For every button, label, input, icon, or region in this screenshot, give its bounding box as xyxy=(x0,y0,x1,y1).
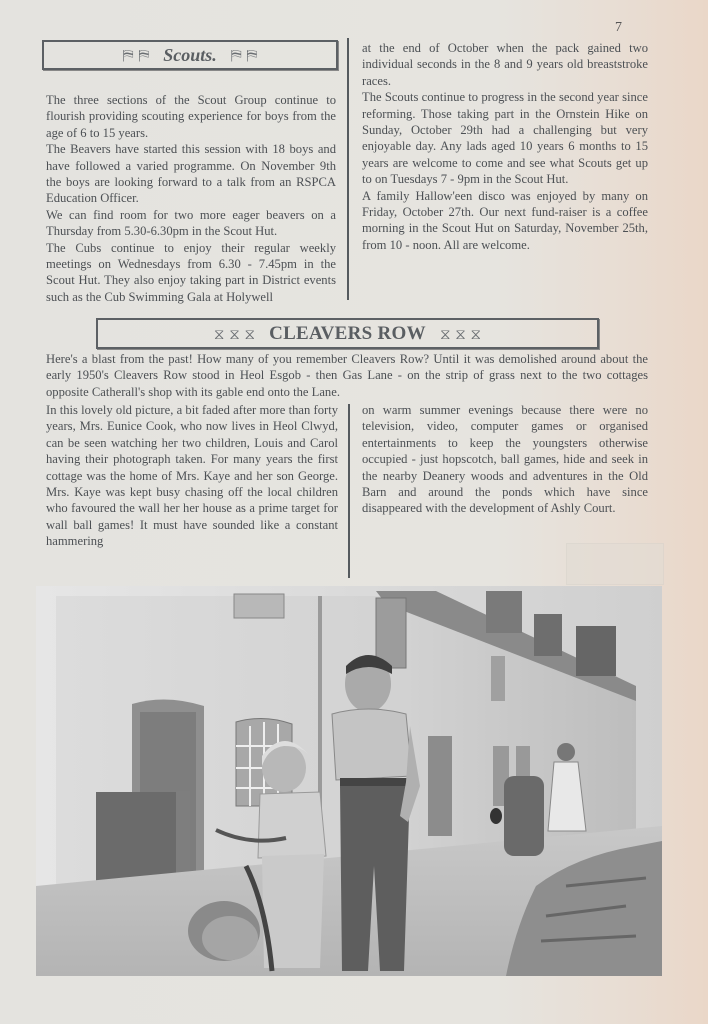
scouts-column-left xyxy=(46,92,336,305)
scouts-paragraph: The three sections of the Scout Group continue to flourish providing scouting experience for boys from the age of 6 to 15 years. xyxy=(46,93,336,140)
upper-window xyxy=(234,594,284,618)
cleavers-row-photograph xyxy=(36,586,662,976)
flag-icon-right: ⛿ ⛿ xyxy=(230,46,258,64)
cottage-door xyxy=(428,736,452,836)
scouts-paragraph: We can find room for two more eager beavers on a Thursday from 5.30-6.30pm in the Scout Hut. xyxy=(46,207,336,239)
show-through-ghost-box xyxy=(566,543,664,585)
scouts-paragraph: The Beavers have started this session with 18 boys and have followed a varied programme. On November 9th the boys are looking forward to a talk from an RSPCA Education Officer. xyxy=(46,142,336,206)
scouts-paragraph: at the end of October when the pack gained two individual seconds in the 8 and 9 years old breaststroke races. xyxy=(362,41,648,88)
chimney xyxy=(486,591,522,633)
column-divider-bottom xyxy=(348,404,350,578)
cleavers-column-left xyxy=(46,402,338,550)
page-number: 7 xyxy=(615,20,622,35)
cleavers-column-right xyxy=(362,402,648,517)
upper-window xyxy=(491,656,505,701)
column-divider-top xyxy=(347,38,349,300)
small-dog xyxy=(490,808,502,824)
scouts-paragraph: A family Hallow'een disco was enjoyed by many on Friday, October 27th. Our next fund-raiser is a coffee morning in the Scout Hut on Saturday, November 25th, from 10 - noon. All are welcome. xyxy=(362,188,648,252)
scouts-paragraph: The Cubs continue to enjoy their regular weekly meetings on Wednesdays from 6.30 - 7.45pm in the Scout Hut. They also enjoy taking part in District events such as the Cub Swimming Gala at Holywell xyxy=(46,240,336,304)
chimney xyxy=(576,626,616,676)
cleavers-intro xyxy=(46,351,648,400)
woman-head xyxy=(557,743,575,761)
cleavers-heading-box xyxy=(96,318,599,349)
scouts-heading: Scouts. xyxy=(163,44,217,65)
chimney xyxy=(534,614,562,656)
flag-icon-left: ⛿ ⛿ xyxy=(122,46,150,64)
cleavers-heading: CLEAVERS ROW xyxy=(269,322,426,344)
upper-window xyxy=(376,598,406,668)
cleavers-paragraph: on warm summer evenings because there were no television, video, computer games or organised entertainments to keep the youngsters otherwise occupied - just hopscotch, ball games, hide and seek in the nearby Deanery woods and adventures in the Old Barn and around the ponds which have since disappeared with the development of Ashly Court. xyxy=(362,403,648,516)
scouts-column-right xyxy=(362,40,648,253)
cleavers-intro-text: Here's a blast from the past! How many of you remember Cleavers Row? Until it was demolished around about the early 1950's Cleavers Row stood in Heol Esgob - then Gas Lane - on the strip of grass next to the two cottages opposite Catherall's shop with its gable end onto the Lane. xyxy=(46,352,648,399)
cleavers-paragraph: In this lovely old picture, a bit faded after more than forty years, Mrs. Eunice Cook, who now lives in Heol Clwyd, can be seen watching her two children, Louis and Carol having their photograph taken. For many years the first cottage was the home of Mrs. Kaye and her son George. Mrs. Kaye was kept busy chasing off the local children who favoured the wall her her house as a prime target for wall ball games! It must have sounded like a constant hammering xyxy=(46,403,338,549)
scouts-heading-box xyxy=(42,40,338,70)
hourglass-icon-right: ⧖ ⧖ ⧖ xyxy=(439,324,482,343)
hourglass-icon-left: ⧖ ⧖ ⧖ xyxy=(213,324,256,343)
old-car xyxy=(504,776,544,856)
scouts-paragraph: The Scouts continue to progress in the second year since reforming. Those taking part in the Ornstein Hike on Sunday, October 29th had a challenging but very enjoyable day. Any lads aged 10 years 6 months to 15 years are welcome to come and see what Scouts get up to on Tuesdays 7 - 9pm in the Scout Hut. xyxy=(362,90,648,187)
